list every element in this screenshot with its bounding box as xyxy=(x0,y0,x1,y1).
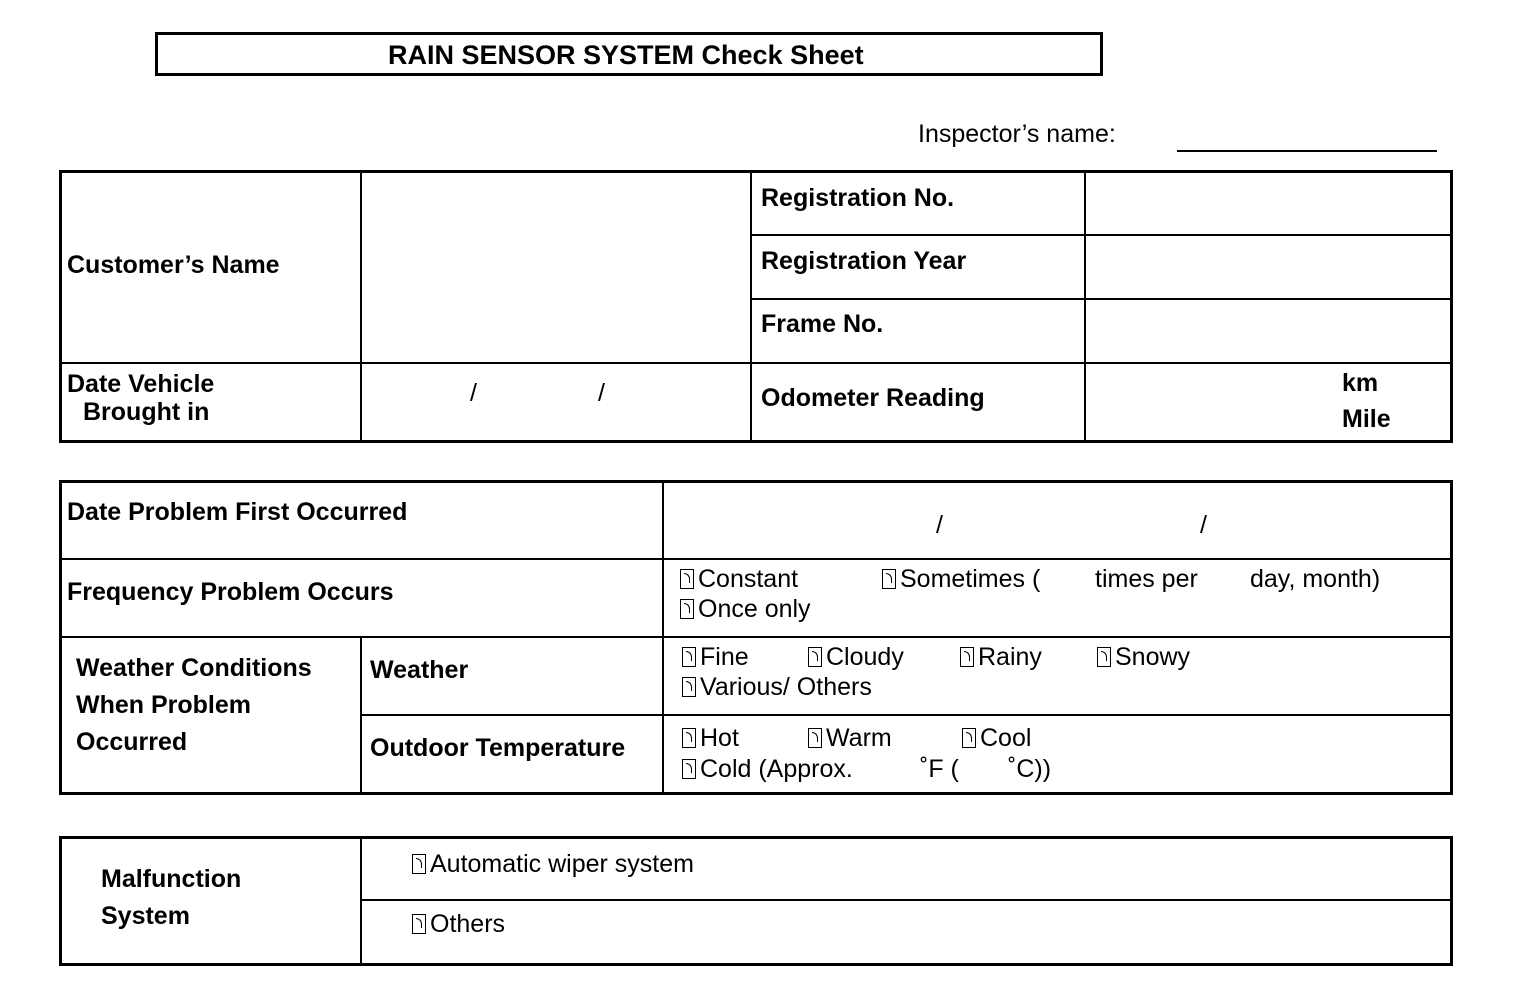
checkbox-icon xyxy=(682,759,696,779)
registration-year-field[interactable] xyxy=(1087,237,1449,297)
divider xyxy=(751,234,1451,236)
divider xyxy=(361,899,1451,901)
temperature-celsius-label: ˚C)) xyxy=(1008,755,1052,783)
option-label: Hot xyxy=(700,724,739,752)
malfunction-table xyxy=(59,836,1453,966)
checkbox-icon xyxy=(680,569,694,589)
date-separator: / xyxy=(598,379,605,407)
weather-fine-option[interactable] xyxy=(682,642,749,672)
inspector-label: Inspector’s name: xyxy=(918,120,1116,148)
malfunction-system-label xyxy=(101,861,241,935)
odometer-label: Odometer Reading xyxy=(761,384,985,412)
option-label: Various/ Others xyxy=(700,673,872,701)
option-label: Warm xyxy=(826,724,892,752)
inspector-name-field[interactable] xyxy=(1177,150,1437,152)
odometer-unit-mile: Mile xyxy=(1342,405,1391,433)
divider xyxy=(360,171,362,441)
option-label: Fine xyxy=(700,643,749,671)
date-brought-label-line1: Date Vehicle xyxy=(67,370,215,398)
weather-rainy-option[interactable] xyxy=(960,642,1042,672)
checkbox-icon xyxy=(680,599,694,619)
frame-no-label: Frame No. xyxy=(761,310,884,338)
date-separator: / xyxy=(936,511,943,539)
option-label: Once only xyxy=(698,595,811,623)
temperature-hot-option[interactable] xyxy=(682,723,739,753)
option-label: Cold (Approx. xyxy=(700,755,853,783)
registration-year-label: Registration Year xyxy=(761,247,967,275)
temperature-warm-option[interactable] xyxy=(808,723,892,753)
weather-conditions-label xyxy=(76,650,312,761)
page-title: RAIN SENSOR SYSTEM Check Sheet xyxy=(388,40,864,70)
date-brought-label xyxy=(67,370,214,426)
option-label: Cool xyxy=(980,724,1032,752)
divider xyxy=(750,171,752,441)
customer-name-label: Customer’s Name xyxy=(67,251,280,279)
registration-no-label: Registration No. xyxy=(761,184,955,212)
checkbox-icon xyxy=(682,647,696,667)
option-label: Rainy xyxy=(978,643,1042,671)
option-label: Snowy xyxy=(1115,643,1191,671)
checkbox-icon xyxy=(882,569,896,589)
date-first-occurred-label: Date Problem First Occurred xyxy=(67,498,408,526)
outdoor-temperature-label: Outdoor Temperature xyxy=(370,734,626,762)
frequency-period-label: day, month) xyxy=(1250,565,1381,593)
weather-label: Weather xyxy=(370,656,469,684)
checkbox-icon xyxy=(808,728,822,748)
option-label: Others xyxy=(430,910,506,938)
checkbox-icon xyxy=(412,854,426,874)
weather-conditions-label-line3: Occurred xyxy=(76,728,188,756)
divider xyxy=(361,714,1451,716)
checkbox-icon xyxy=(962,728,976,748)
divider xyxy=(60,362,1451,364)
frequency-once-option[interactable] xyxy=(680,594,811,624)
date-separator: / xyxy=(1200,511,1207,539)
weather-various-option[interactable] xyxy=(682,672,872,702)
frequency-sometimes-option[interactable] xyxy=(882,564,1040,594)
checkbox-icon xyxy=(808,647,822,667)
date-brought-label-line2: Brought in xyxy=(83,398,210,426)
weather-snowy-option[interactable] xyxy=(1097,642,1190,672)
date-separator: / xyxy=(470,379,477,407)
temperature-cool-option[interactable] xyxy=(962,723,1031,753)
registration-no-field[interactable] xyxy=(1087,173,1449,233)
option-label: Constant xyxy=(698,565,799,593)
odometer-unit-km: km xyxy=(1342,369,1379,397)
malfunction-others-option[interactable] xyxy=(412,909,505,939)
checkbox-icon xyxy=(412,914,426,934)
checkbox-icon xyxy=(682,677,696,697)
temperature-fahrenheit-label: ˚F ( xyxy=(920,755,959,783)
divider xyxy=(60,636,1451,638)
weather-conditions-label-line1: Weather Conditions xyxy=(76,654,312,682)
malfunction-label-line2: System xyxy=(101,902,190,930)
frame-no-field[interactable] xyxy=(1087,301,1449,361)
weather-conditions-label-line2: When Problem xyxy=(76,691,252,719)
malfunction-label-line1: Malfunction xyxy=(101,865,242,893)
checkbox-icon xyxy=(682,728,696,748)
frequency-constant-option[interactable] xyxy=(680,564,798,594)
divider xyxy=(60,558,1451,560)
checkbox-icon xyxy=(1097,647,1111,667)
frequency-label: Frequency Problem Occurs xyxy=(67,578,394,606)
customer-name-field[interactable] xyxy=(363,173,748,361)
divider xyxy=(1084,171,1086,441)
option-label: Cloudy xyxy=(826,643,904,671)
option-label: Automatic wiper system xyxy=(430,850,694,878)
option-label: Sometimes ( xyxy=(900,565,1041,593)
checkbox-icon xyxy=(960,647,974,667)
frequency-times-per-label: times per xyxy=(1095,565,1198,593)
weather-cloudy-option[interactable] xyxy=(808,642,904,672)
divider xyxy=(751,298,1451,300)
malfunction-automatic-wiper-option[interactable] xyxy=(412,849,694,879)
title-box xyxy=(155,32,1103,76)
temperature-cold-option[interactable] xyxy=(682,754,853,784)
